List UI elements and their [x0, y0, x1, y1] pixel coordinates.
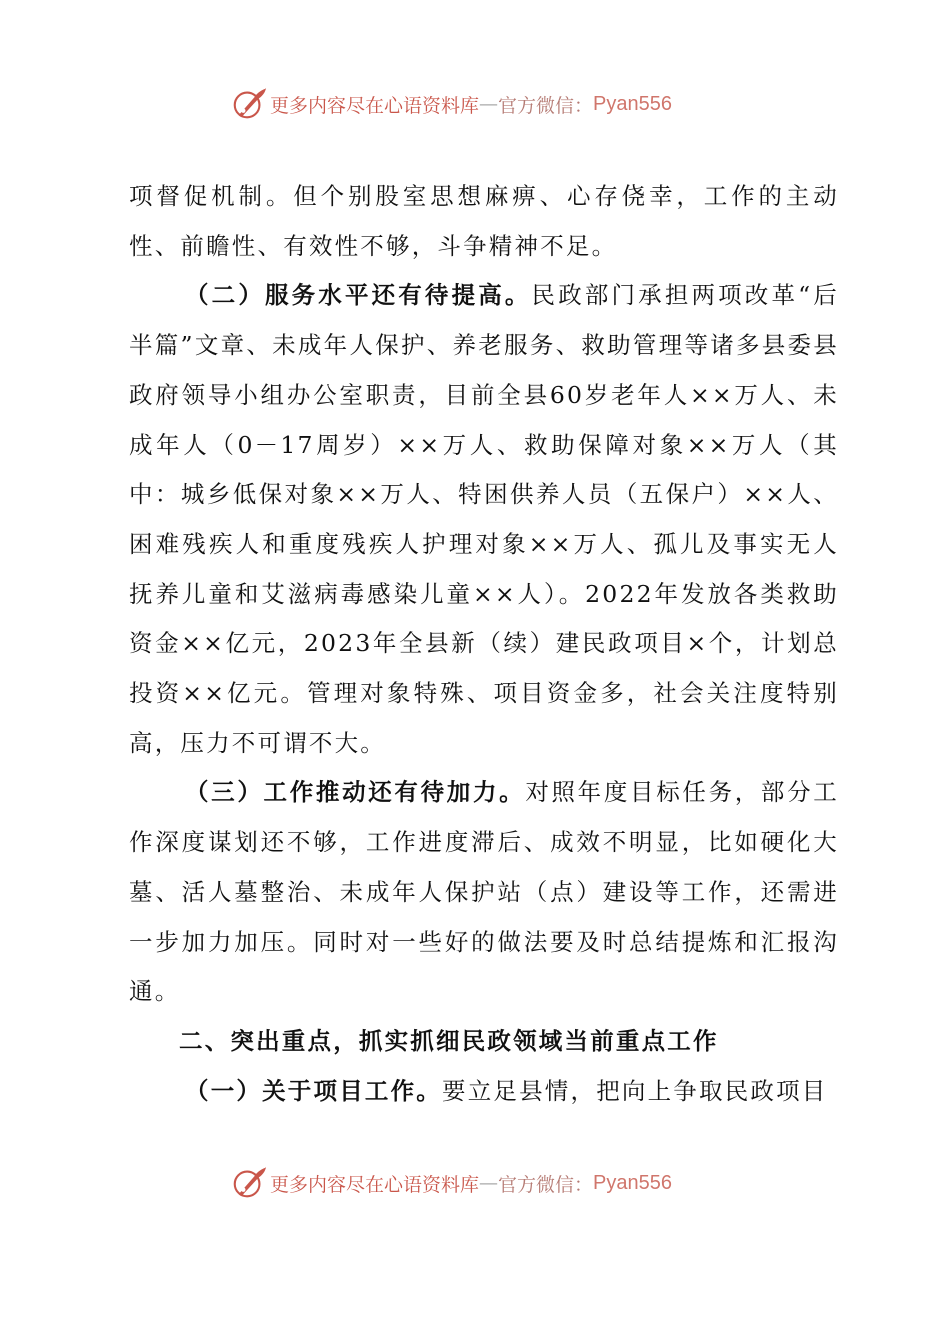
paragraph-project-work: [129, 1067, 839, 1117]
banner-wechat-account: Pyan556: [593, 92, 672, 115]
paragraph-work-push-body: 对照年度目标任务，部分工作深度谋划还不够，工作进度滞后、成效不明显，比如硬化大墓、活人墓整治、未成年人保护站（点）建设等工作，还需进一步加力加压。同时对一些好的做法要及时总结提炼和汇报沟通。: [129, 778, 839, 1006]
paragraph-project-work-body: 要立足县情，把向上争取民政项目: [442, 1076, 828, 1105]
footer-banner-separator: —: [479, 1172, 499, 1194]
paragraph-service-level: [129, 271, 839, 768]
paragraph-work-push-title: （三）工作推动还有待加力。: [185, 778, 526, 807]
paragraph-service-level-title: （二）服务水平还有待提高。: [185, 281, 532, 310]
banner-slogan: 更多内容尽在心语资料库: [270, 94, 480, 117]
section-two-heading: 二、突出重点，抓实抓细民政领域当前重点工作: [179, 1026, 719, 1055]
footer-banner: [230, 1163, 672, 1203]
banner-wechat-label: 官方微信：: [498, 94, 594, 117]
footer-banner-wechat-account: Pyan556: [593, 1171, 672, 1194]
quill-pen-logo-icon: [230, 85, 268, 123]
paragraph-continued: 项督促机制。但个别股室思想麻痹、心存侥幸，工作的主动性、前瞻性、有效性不够，斗争精神不足。: [129, 182, 839, 260]
paragraph-service-level-body: 民政部门承担两项改革“后半篇”文章、未成年人保护、养老服务、救助管理等诸多县委县政府领导小组办公室职责，目前全县60岁老年人××万人、未成年人（0－17周岁）××万人、救助保障对象××万人（其中：城乡低保对象××万人、特困供养人员（五保户）××人、困难残疾人和重度残疾人护理对象××万人、孤儿及事实无人抚养儿童和艾滋病毒感染儿童××人）。2022年发放各类救助资金××亿元，2023年全县新（续）建民政项目×个，计划总投资××亿元。管理对象特殊、项目资金多，社会关注度特别高，压力不可谓不大。: [129, 281, 839, 757]
document-body: [129, 172, 839, 1116]
paragraph-work-push: [129, 768, 839, 1017]
footer-banner-wechat-label: 官方微信：: [498, 1173, 594, 1196]
banner-separator: —: [479, 93, 499, 115]
header-banner: [230, 84, 672, 124]
paragraph-project-work-title: （一）关于项目工作。: [185, 1076, 442, 1105]
quill-pen-logo-icon: [230, 1164, 268, 1202]
footer-banner-slogan: 更多内容尽在心语资料库: [270, 1173, 480, 1196]
